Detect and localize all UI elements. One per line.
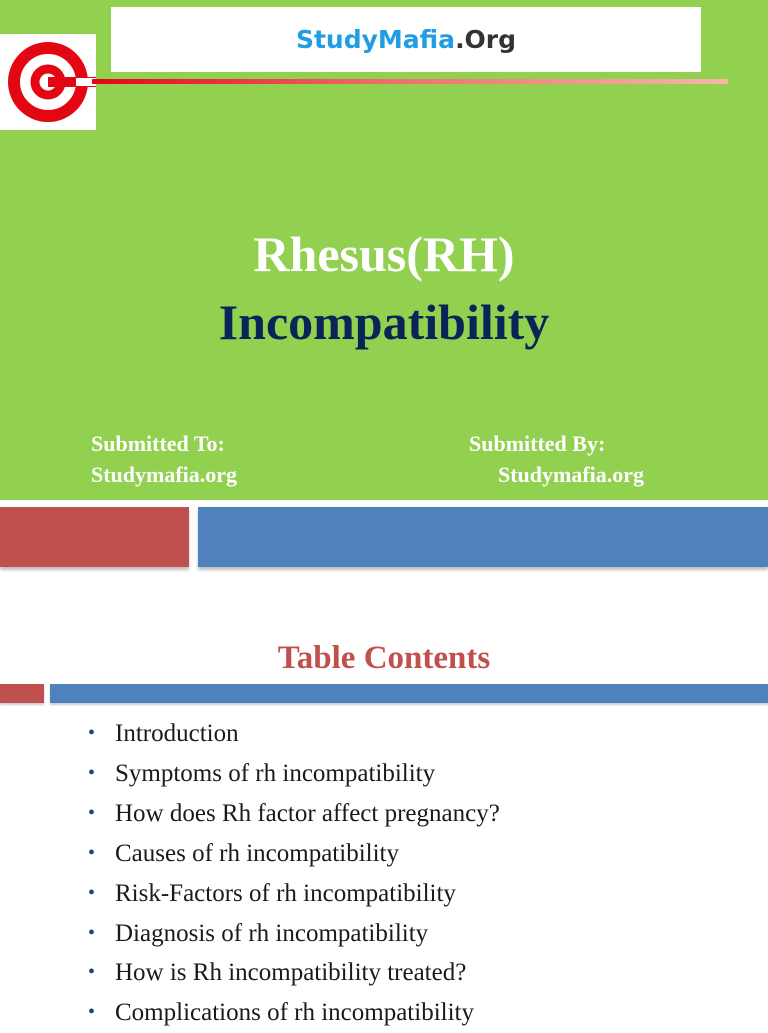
toc-item-label: Complications of rh incompatibility <box>115 999 474 1027</box>
toc-heading: Table Contents <box>277 640 491 676</box>
toc-item <box>88 874 500 914</box>
toc-item <box>88 714 500 754</box>
toc-item <box>88 794 500 834</box>
bullet-icon: • <box>88 961 96 984</box>
toc-item-label: Symptoms of rh incompatibility <box>115 759 436 787</box>
bullet-icon: • <box>88 801 96 824</box>
toc-item-label: How is Rh incompatibility treated? <box>115 959 467 987</box>
bullet-icon: • <box>88 761 96 784</box>
footer-bar-blue <box>198 507 768 567</box>
toc-item-label: Diagnosis of rh incompatibility <box>115 919 429 947</box>
logo-divider-line <box>92 79 728 84</box>
bullet-icon: • <box>88 881 96 904</box>
brand-domain: .Org <box>455 25 517 54</box>
title-line-2: Incompatibility <box>218 294 550 350</box>
bullet-icon: • <box>88 841 96 864</box>
title-slide <box>0 0 768 500</box>
footer-bar-red <box>0 507 189 567</box>
bullet-icon: • <box>88 1001 96 1024</box>
submitted-by-label: Submitted By: <box>469 431 606 456</box>
submitted-to-label: Submitted To: <box>91 431 225 456</box>
submitted-by-value: Studymafia.org <box>498 462 645 487</box>
logo <box>0 34 96 130</box>
toc-item <box>88 914 500 954</box>
bullet-icon: • <box>88 921 96 944</box>
toc-item-label: Risk-Factors of rh incompatibility <box>115 879 456 907</box>
toc-item-label: Causes of rh incompatibility <box>115 839 399 867</box>
toc-item-label: Introduction <box>115 720 239 747</box>
submitted-to-value: Studymafia.org <box>91 462 238 487</box>
toc-item <box>88 834 500 874</box>
brand-name: StudyMafia <box>295 25 456 54</box>
toc-item-label: How does Rh factor affect pregnancy? <box>115 799 500 827</box>
toc-list <box>88 714 500 1033</box>
toc-item <box>88 953 500 993</box>
bullet-icon: • <box>88 722 96 744</box>
studymafia-logo-icon <box>0 34 96 130</box>
toc-item <box>88 993 500 1033</box>
toc-bar-red <box>0 684 44 703</box>
toc-bar-blue <box>50 684 768 703</box>
brand-banner <box>111 7 701 72</box>
title-line-1: Rhesus(RH) <box>253 226 515 282</box>
toc-item <box>88 754 500 794</box>
